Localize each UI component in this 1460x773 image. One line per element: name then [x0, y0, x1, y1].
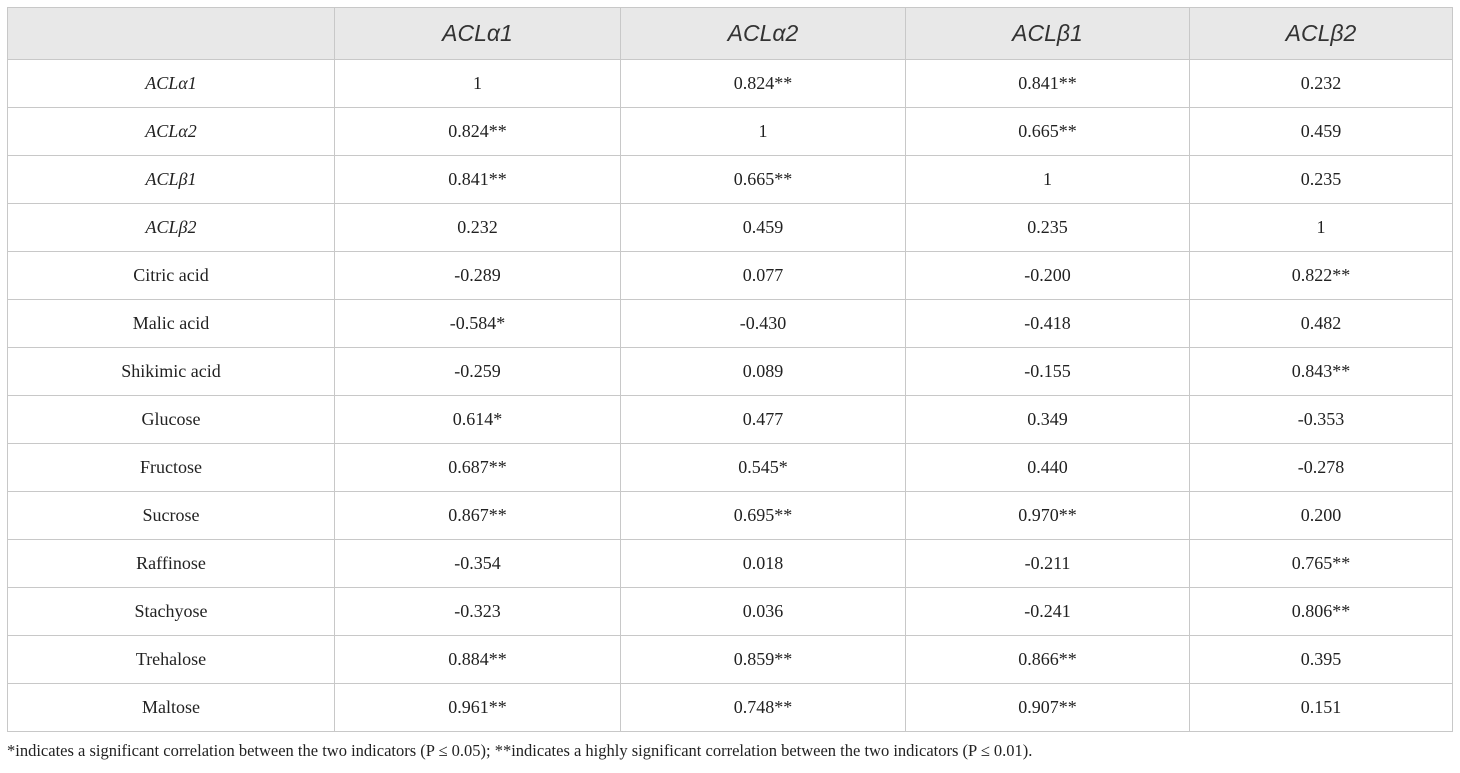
table-row — [8, 444, 1453, 492]
table-row — [8, 492, 1453, 540]
correlation-cell: -0.200 — [906, 252, 1190, 300]
correlation-cell: 0.018 — [621, 540, 906, 588]
header-cell-acl-beta2: ACLβ2 — [1190, 8, 1453, 60]
correlation-cell: 0.482 — [1190, 300, 1453, 348]
row-label: ACLα2 — [8, 108, 335, 156]
header-cell-acl-alpha1: ACLα1 — [335, 8, 621, 60]
table-row — [8, 108, 1453, 156]
row-label: Fructose — [8, 444, 335, 492]
table-row — [8, 588, 1453, 636]
table-row — [8, 252, 1453, 300]
row-label: Trehalose — [8, 636, 335, 684]
row-label: Citric acid — [8, 252, 335, 300]
correlation-cell: 0.687** — [335, 444, 621, 492]
correlation-cell: 0.822** — [1190, 252, 1453, 300]
correlation-cell: 0.459 — [621, 204, 906, 252]
table-row — [8, 684, 1453, 732]
table-row — [8, 636, 1453, 684]
correlation-cell: 0.440 — [906, 444, 1190, 492]
correlation-cell: 0.200 — [1190, 492, 1453, 540]
table-row — [8, 204, 1453, 252]
row-label: Stachyose — [8, 588, 335, 636]
row-label: Malic acid — [8, 300, 335, 348]
correlation-cell: 0.866** — [906, 636, 1190, 684]
row-label: Maltose — [8, 684, 335, 732]
correlation-cell: -0.241 — [906, 588, 1190, 636]
correlation-cell: 0.232 — [1190, 60, 1453, 108]
row-label: ACLα1 — [8, 60, 335, 108]
correlation-cell: 1 — [335, 60, 621, 108]
correlation-cell: 0.235 — [1190, 156, 1453, 204]
correlation-cell: 0.961** — [335, 684, 621, 732]
correlation-cell: 0.036 — [621, 588, 906, 636]
correlation-cell: 1 — [621, 108, 906, 156]
correlation-cell: -0.278 — [1190, 444, 1453, 492]
correlation-cell: 0.824** — [621, 60, 906, 108]
correlation-cell: 0.477 — [621, 396, 906, 444]
table-body — [8, 60, 1453, 732]
correlation-cell: -0.353 — [1190, 396, 1453, 444]
header-row — [8, 8, 1453, 60]
correlation-cell: 0.867** — [335, 492, 621, 540]
correlation-cell: 0.665** — [621, 156, 906, 204]
correlation-cell: 1 — [906, 156, 1190, 204]
correlation-cell: 0.395 — [1190, 636, 1453, 684]
correlation-cell: 0.665** — [906, 108, 1190, 156]
correlation-cell: -0.354 — [335, 540, 621, 588]
correlation-cell: -0.418 — [906, 300, 1190, 348]
correlation-cell: -0.430 — [621, 300, 906, 348]
header-cell-empty — [8, 8, 335, 60]
row-label: ACLβ2 — [8, 204, 335, 252]
header-cell-acl-beta1: ACLβ1 — [906, 8, 1190, 60]
correlation-cell: 0.151 — [1190, 684, 1453, 732]
correlation-cell: 0.806** — [1190, 588, 1453, 636]
correlation-cell: 0.614* — [335, 396, 621, 444]
correlation-cell: 0.841** — [335, 156, 621, 204]
correlation-cell: 0.907** — [906, 684, 1190, 732]
row-label: Shikimic acid — [8, 348, 335, 396]
correlation-cell: 0.748** — [621, 684, 906, 732]
table-header — [8, 8, 1453, 60]
table-row — [8, 300, 1453, 348]
table-row — [8, 60, 1453, 108]
correlation-cell: -0.323 — [335, 588, 621, 636]
row-label: Raffinose — [8, 540, 335, 588]
correlation-cell: -0.289 — [335, 252, 621, 300]
table-row — [8, 540, 1453, 588]
correlation-cell: 0.765** — [1190, 540, 1453, 588]
correlation-cell: 1 — [1190, 204, 1453, 252]
correlation-cell: -0.259 — [335, 348, 621, 396]
correlation-cell: 0.843** — [1190, 348, 1453, 396]
correlation-cell: 0.545* — [621, 444, 906, 492]
correlation-cell: 0.884** — [335, 636, 621, 684]
row-label: ACLβ1 — [8, 156, 335, 204]
correlation-cell: 0.824** — [335, 108, 621, 156]
table-row — [8, 156, 1453, 204]
correlation-table — [7, 7, 1453, 732]
correlation-cell: 0.695** — [621, 492, 906, 540]
correlation-cell: 0.235 — [906, 204, 1190, 252]
row-label: Sucrose — [8, 492, 335, 540]
table-footnote: *indicates a significant correlation between the two indicators (P ≤ 0.05); **indicates a highly significant correlation between the two indicators (P ≤ 0.01). — [7, 741, 1033, 760]
table-row — [8, 348, 1453, 396]
correlation-cell: -0.584* — [335, 300, 621, 348]
table-row — [8, 396, 1453, 444]
correlation-cell: -0.155 — [906, 348, 1190, 396]
correlation-cell: 0.089 — [621, 348, 906, 396]
correlation-cell: 0.859** — [621, 636, 906, 684]
header-cell-acl-alpha2: ACLα2 — [621, 8, 906, 60]
row-label: Glucose — [8, 396, 335, 444]
correlation-cell: 0.970** — [906, 492, 1190, 540]
correlation-cell: 0.841** — [906, 60, 1190, 108]
correlation-cell: 0.349 — [906, 396, 1190, 444]
correlation-cell: 0.232 — [335, 204, 621, 252]
correlation-cell: -0.211 — [906, 540, 1190, 588]
correlation-cell: 0.459 — [1190, 108, 1453, 156]
correlation-cell: 0.077 — [621, 252, 906, 300]
